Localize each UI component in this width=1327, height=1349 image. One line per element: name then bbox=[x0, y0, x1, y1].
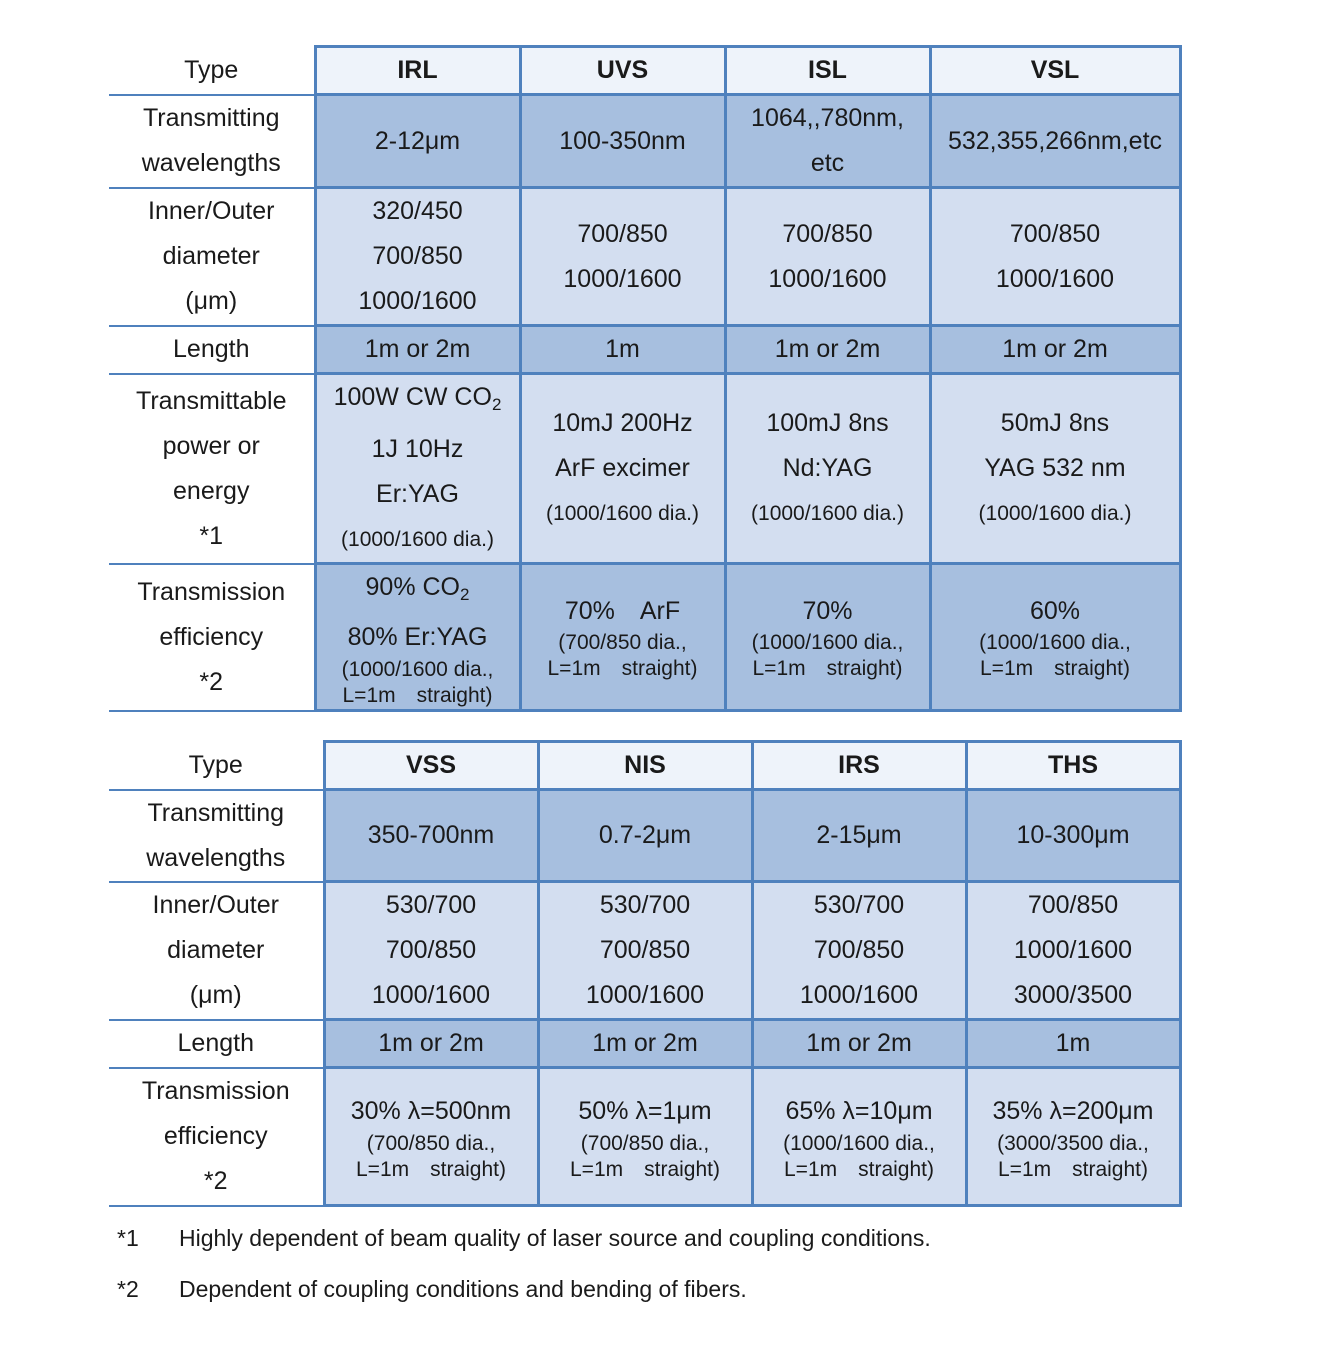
column-header-vss: VSS bbox=[324, 742, 538, 790]
label-line: wavelengths bbox=[141, 149, 281, 177]
cell-text: 1000/1600 bbox=[585, 981, 705, 1009]
footnote-1 bbox=[117, 1225, 931, 1252]
cell-length-vsl: 1m or 2m bbox=[930, 326, 1180, 374]
cell-text: 70% bbox=[802, 597, 853, 625]
cell-note: L=1m straight) bbox=[980, 657, 1130, 680]
cell-wavelength-ths: 10-300μm bbox=[966, 790, 1180, 882]
label-line: efficiency bbox=[163, 1122, 268, 1150]
cell-text: 30% λ=500nm bbox=[350, 1096, 512, 1125]
cell-efficiency-uvs bbox=[520, 564, 725, 711]
row-label-length: Length bbox=[109, 326, 315, 374]
cell-text: 700/850 bbox=[577, 219, 668, 248]
cell-text: 100mJ 8ns bbox=[766, 409, 889, 437]
column-header-irl: IRL bbox=[315, 47, 520, 95]
footnote-text: Highly dependent of beam quality of laser source and coupling conditions. bbox=[179, 1225, 931, 1251]
row-label-type: Type bbox=[109, 47, 315, 95]
row-label-wavelengths bbox=[109, 790, 324, 882]
column-header-nis: NIS bbox=[538, 742, 752, 790]
co2-text: 100W CW CO bbox=[333, 383, 492, 411]
cell-power-vsl bbox=[930, 374, 1180, 564]
cell-text: 10mJ 200Hz bbox=[552, 409, 693, 437]
label-line: Inner/Outer bbox=[148, 197, 275, 225]
cell-note: L=1m straight) bbox=[998, 1157, 1148, 1181]
cell-length-vss: 1m or 2m bbox=[324, 1020, 538, 1068]
cell-text: 700/850 bbox=[385, 936, 477, 964]
label-line: energy bbox=[173, 476, 250, 505]
cell-efficiency-ths bbox=[966, 1068, 1180, 1206]
cell-note: L=1m straight) bbox=[342, 684, 493, 707]
footnote-2 bbox=[117, 1276, 747, 1303]
cell-efficiency-irs bbox=[752, 1068, 966, 1206]
cell-wavelength-vss: 350-700nm bbox=[324, 790, 538, 882]
cell-note: L=1m straight) bbox=[547, 657, 698, 680]
cell-text: 700/850 bbox=[813, 936, 905, 964]
cell-efficiency-irl bbox=[315, 564, 520, 711]
cell-diameter-irl bbox=[315, 188, 520, 326]
subscript: 2 bbox=[491, 395, 502, 414]
cell-length-ths: 1m bbox=[966, 1020, 1180, 1068]
co2-text: 90% CO bbox=[365, 573, 460, 601]
cell-text: 2-12μm bbox=[374, 126, 461, 155]
column-header-ths: THS bbox=[966, 742, 1180, 790]
cell-length-nis: 1m or 2m bbox=[538, 1020, 752, 1068]
cell-text: 70% ArF bbox=[564, 597, 681, 625]
cell-note: (1000/1600 dia., bbox=[341, 658, 494, 681]
cell-efficiency-vsl bbox=[930, 564, 1180, 711]
cell-wavelength-uvs bbox=[520, 95, 725, 188]
table-row bbox=[109, 742, 1180, 790]
cell-note: (1000/1600 dia., bbox=[751, 631, 904, 654]
cell-note: (3000/3500 dia., bbox=[997, 1131, 1149, 1155]
row-label-efficiency bbox=[109, 564, 315, 711]
cell-length-uvs: 1m bbox=[520, 326, 725, 374]
label-line: (μm) bbox=[189, 981, 242, 1009]
cell-note: (700/850 dia., bbox=[580, 1131, 710, 1155]
cell-diameter-ths bbox=[966, 882, 1180, 1020]
cell-text: 530/700 bbox=[385, 891, 477, 919]
cell-note: (1000/1600 dia., bbox=[783, 1131, 935, 1155]
label-line: Transmission bbox=[141, 1077, 290, 1105]
column-header-isl: ISL bbox=[725, 47, 930, 95]
cell-diameter-vsl bbox=[930, 188, 1180, 326]
cell-text: YAG 532 nm bbox=[984, 454, 1126, 482]
footnote-text: Dependent of coupling conditions and bending of fibers. bbox=[179, 1276, 747, 1302]
cell-wavelength-irl bbox=[315, 95, 520, 188]
cell-text: 1000/1600 bbox=[371, 981, 491, 1009]
row-label-wavelengths bbox=[109, 95, 315, 188]
table-row bbox=[109, 564, 1180, 711]
cell-text: 1000/1600 bbox=[995, 264, 1115, 293]
cell-text: 80% Er:YAG bbox=[347, 623, 488, 651]
cell-length-isl: 1m or 2m bbox=[725, 326, 930, 374]
cell-text: 700/850 bbox=[1027, 891, 1119, 919]
label-line: power or bbox=[162, 431, 260, 460]
table-row bbox=[109, 326, 1180, 374]
label-line: *2 bbox=[199, 667, 224, 696]
cell-text bbox=[317, 565, 519, 617]
cell-text: 1J 10Hz bbox=[371, 435, 464, 463]
cell-note: L=1m straight) bbox=[752, 657, 903, 680]
label-line: Transmitting bbox=[142, 104, 280, 132]
cell-text: 35% λ=200μm bbox=[992, 1096, 1154, 1125]
table-row bbox=[109, 374, 1180, 564]
cell-text: 320/450 bbox=[372, 197, 463, 225]
spec-table-2 bbox=[109, 740, 1182, 1207]
cell-text: 530/700 bbox=[599, 891, 691, 919]
label-line: *1 bbox=[199, 521, 224, 550]
cell-power-uvs bbox=[520, 374, 725, 564]
label-line: *2 bbox=[203, 1167, 228, 1195]
cell-text: 1000/1600 bbox=[799, 981, 919, 1009]
label-line: Transmission bbox=[137, 577, 286, 606]
row-label-power bbox=[109, 374, 315, 564]
table-row bbox=[109, 47, 1180, 95]
cell-efficiency-vss bbox=[324, 1068, 538, 1206]
cell-wavelength-vsl bbox=[930, 95, 1180, 188]
cell-text: 3000/3500 bbox=[1013, 981, 1133, 1009]
column-header-uvs: UVS bbox=[520, 47, 725, 95]
cell-text: Nd:YAG bbox=[782, 454, 873, 482]
label-line: diameter bbox=[167, 936, 265, 964]
cell-wavelength-irs: 2-15μm bbox=[752, 790, 966, 882]
label-line: diameter bbox=[162, 242, 260, 270]
row-label-length: Length bbox=[109, 1020, 324, 1068]
cell-diameter-nis bbox=[538, 882, 752, 1020]
cell-efficiency-nis bbox=[538, 1068, 752, 1206]
cell-text: etc bbox=[810, 149, 845, 177]
cell-length-irl: 1m or 2m bbox=[315, 326, 520, 374]
table-row bbox=[109, 95, 1180, 188]
cell-note: (1000/1600 dia.) bbox=[751, 502, 904, 525]
table-row bbox=[109, 882, 1180, 1020]
cell-text: 700/850 bbox=[1009, 219, 1101, 248]
cell-text: 100-350nm bbox=[559, 126, 686, 155]
table-row bbox=[109, 1020, 1180, 1068]
cell-text: Er:YAG bbox=[376, 480, 459, 508]
cell-note: (1000/1600 dia., bbox=[979, 631, 1131, 654]
cell-text: 1000/1600 bbox=[768, 264, 887, 293]
cell-note: (1000/1600 dia.) bbox=[341, 528, 494, 551]
label-line: Transmittable bbox=[135, 386, 287, 415]
cell-text: 700/850 bbox=[782, 219, 873, 248]
footnote-mark: *2 bbox=[117, 1276, 139, 1302]
cell-text: 50% λ=1μm bbox=[578, 1096, 712, 1125]
table-row bbox=[109, 188, 1180, 326]
row-label-diameter bbox=[109, 188, 315, 326]
column-header-irs: IRS bbox=[752, 742, 966, 790]
label-line: efficiency bbox=[159, 622, 264, 651]
cell-text: 532,355,266nm,etc bbox=[947, 126, 1163, 155]
cell-note: L=1m straight) bbox=[784, 1157, 934, 1181]
cell-note: L=1m straight) bbox=[570, 1157, 720, 1181]
cell-diameter-uvs bbox=[520, 188, 725, 326]
cell-text: 1064,,780nm, bbox=[751, 104, 904, 132]
label-line: Inner/Outer bbox=[152, 891, 279, 919]
row-label-efficiency bbox=[109, 1068, 324, 1206]
cell-diameter-vss bbox=[324, 882, 538, 1020]
cell-wavelength-isl bbox=[725, 95, 930, 188]
cell-text: 700/850 bbox=[372, 242, 463, 270]
cell-note: L=1m straight) bbox=[356, 1157, 506, 1181]
cell-text: 1000/1600 bbox=[563, 264, 682, 293]
cell-text: 65% λ=10μm bbox=[785, 1096, 933, 1125]
subscript: 2 bbox=[460, 585, 470, 604]
cell-text bbox=[317, 375, 519, 427]
table-row bbox=[109, 1068, 1180, 1206]
cell-text: 530/700 bbox=[813, 891, 905, 919]
label-line: (μm) bbox=[185, 287, 238, 315]
cell-efficiency-isl bbox=[725, 564, 930, 711]
cell-wavelength-nis: 0.7-2μm bbox=[538, 790, 752, 882]
cell-text: 60% bbox=[1029, 597, 1081, 625]
cell-note: (700/850 dia., bbox=[366, 1131, 496, 1155]
row-label-diameter bbox=[109, 882, 324, 1020]
cell-text: ArF excimer bbox=[555, 454, 690, 482]
cell-text: 1000/1600 bbox=[1013, 936, 1133, 964]
spec-table-1 bbox=[109, 45, 1182, 712]
cell-diameter-irs bbox=[752, 882, 966, 1020]
table-row bbox=[109, 790, 1180, 882]
cell-power-irl bbox=[315, 374, 520, 564]
cell-text: 1000/1600 bbox=[358, 287, 477, 315]
footnote-mark: *1 bbox=[117, 1225, 139, 1251]
cell-text: 700/850 bbox=[599, 936, 691, 964]
row-label-type: Type bbox=[109, 742, 324, 790]
label-line: Transmitting bbox=[147, 798, 285, 827]
cell-text: 50mJ 8ns bbox=[1000, 409, 1110, 437]
cell-note: (1000/1600 dia.) bbox=[546, 502, 699, 525]
cell-note: (1000/1600 dia.) bbox=[978, 502, 1132, 525]
cell-note: (700/850 dia., bbox=[558, 631, 687, 654]
column-header-vsl: VSL bbox=[930, 47, 1180, 95]
label-line: wavelengths bbox=[146, 843, 286, 872]
cell-length-irs: 1m or 2m bbox=[752, 1020, 966, 1068]
cell-power-isl bbox=[725, 374, 930, 564]
cell-diameter-isl bbox=[725, 188, 930, 326]
